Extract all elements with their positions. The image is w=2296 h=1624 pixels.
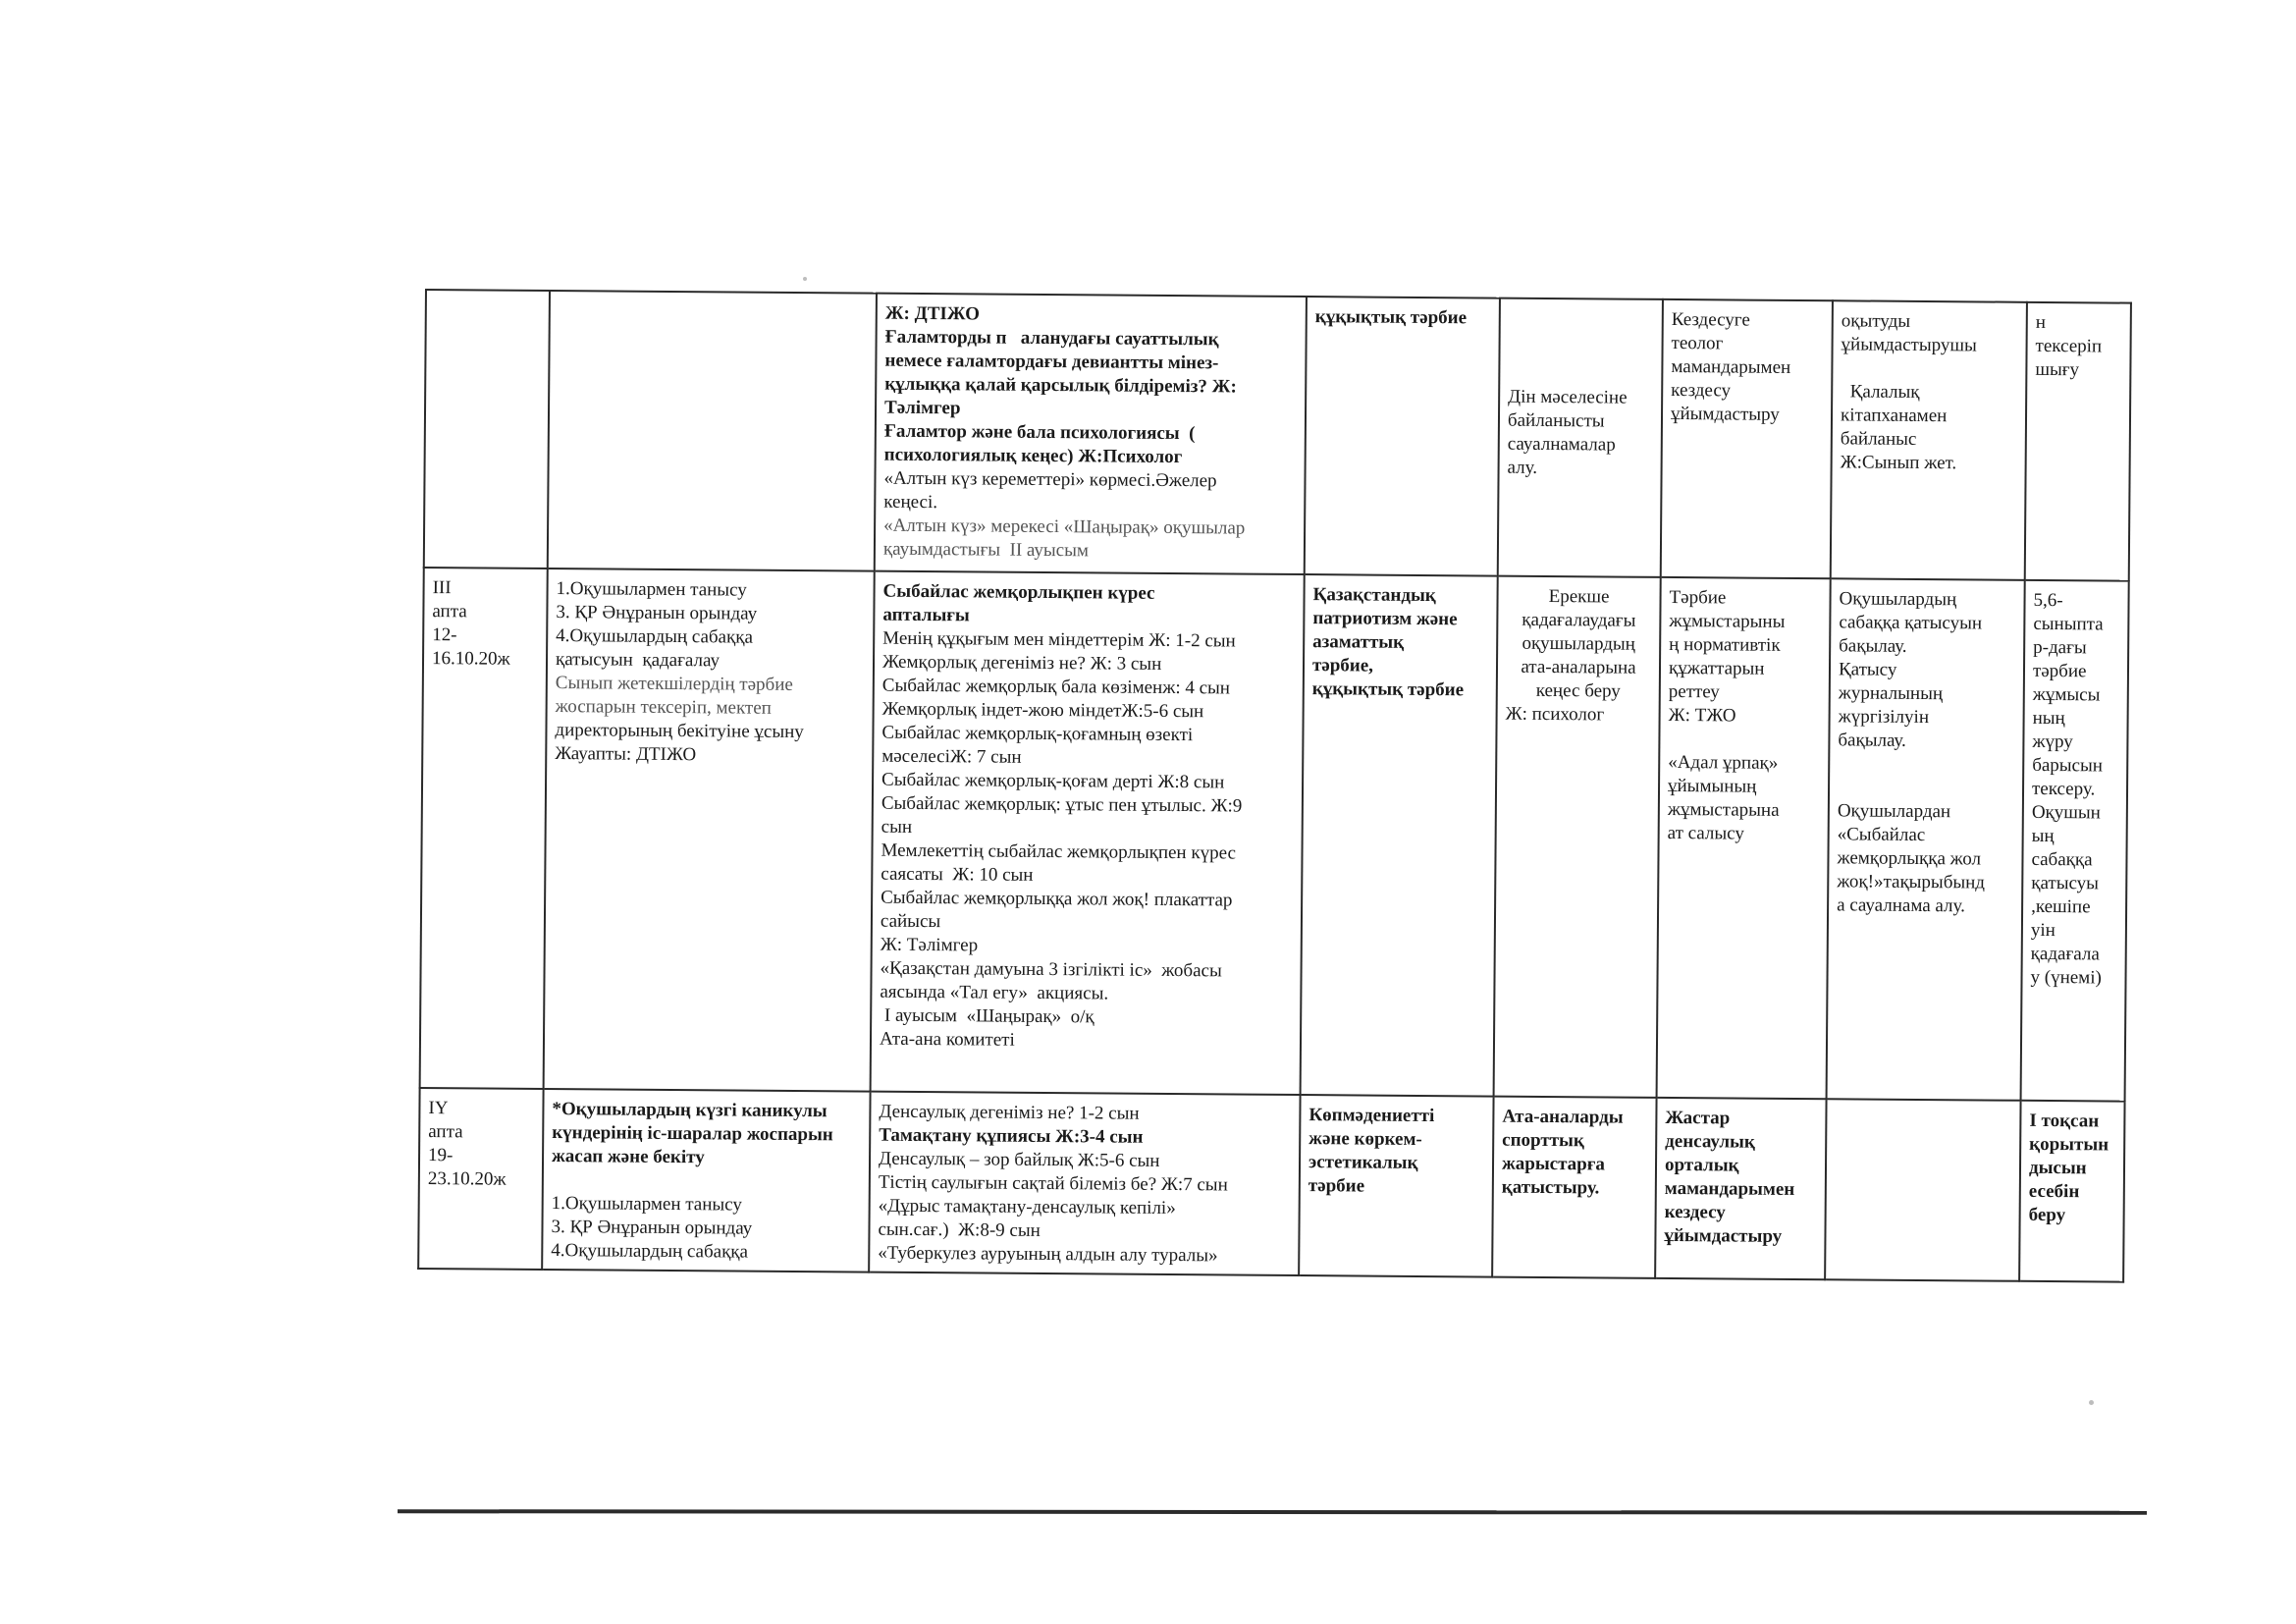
cell-text-line: Ж:Сынып жет. (1840, 452, 1957, 474)
cell-text-line: беру (2028, 1204, 2066, 1226)
direction-cell (1301, 574, 1498, 1097)
cell-text-line: 3. ҚР Әнұранын орындау (551, 1217, 753, 1239)
cell-text-line: тексеру. (2031, 778, 2096, 800)
cell-text-line: шығу (2035, 358, 2080, 381)
control-cell (1825, 1099, 2020, 1281)
cell-text-line: алу. (1507, 457, 1538, 478)
cell-text-line: Денсаулық – зор байлық Ж:5-6 сын (878, 1148, 1160, 1171)
cell-text-line: Денсаулық дегеніміз не? 1-2 сын (879, 1101, 1140, 1124)
cell-text-line: жемқорлыққа жол (1837, 847, 1982, 870)
cell-text-line: құжаттарын (1668, 657, 1765, 679)
cell-text-line: Жемқорлық індет-жою міндетЖ:5-6 сын (881, 698, 1204, 723)
cell-text-line: Қатысу (1838, 659, 1897, 680)
cell-text-line: психологиялық кеңес) Ж:Психолог (883, 444, 1183, 468)
cell-text-line: аясында «Тал егу» акциясы. (880, 981, 1109, 1004)
cell-text-line: жоспарын тексеріп, мектеп (555, 696, 772, 719)
cell-text-line: денсаулық (1665, 1130, 1755, 1153)
cell-text-line: жүру (2032, 731, 2073, 753)
cell-text-line: сын.сағ.) Ж:8-9 сын (878, 1218, 1041, 1241)
cell-text-line: 19- (427, 1145, 454, 1166)
cell-text-line: Ж: ДТІЖО (884, 302, 981, 325)
cell-text-line: Сыбайлас жемқорлық-қоғамның өзекті (881, 722, 1194, 746)
events-cell (875, 294, 1307, 574)
cell-text-line: Ғаламтор және бала психологиясы ( (883, 420, 1196, 445)
cell-text-line: құлыққа қалай қарсылық білдіреміз? Ж: (884, 373, 1237, 398)
cell-text-line: сыныпта (2033, 613, 2104, 635)
cell-text-line: қатысуы (2031, 872, 2100, 894)
events-cell (869, 1092, 1300, 1275)
cell-text-line: апта (428, 1121, 463, 1143)
cell-text-line: кездесу (1664, 1201, 1726, 1223)
cell-text-line: Оқушылардың (1839, 588, 1957, 611)
cell-text-line: реттеу (1668, 680, 1720, 703)
cell-text-line: «Дұрыс тамақтану-денсаулық кепілі» (878, 1195, 1176, 1219)
parents-cell (1494, 576, 1661, 1098)
table-row (418, 1088, 2124, 1282)
cell-text-line: апта (432, 601, 467, 623)
cell-text-line: ұйымдастыру (1664, 1224, 1783, 1247)
cell-text-line: сын (881, 816, 913, 838)
scan-edge-line (398, 1509, 2147, 1515)
cell-text-line: Тістің саулығын сақтай білеміз бе? Ж:7 сын (878, 1171, 1228, 1196)
inspect-cell (2019, 1101, 2124, 1282)
cell-text-line: тәрбие, (1311, 655, 1374, 677)
cell-text-line: тәрбие (1308, 1175, 1365, 1197)
cell-text-line: бақылау. (1838, 730, 1906, 751)
table-row (424, 290, 2131, 581)
cell-text-line: сабаққа (2031, 848, 2093, 871)
cell-text-line: спорттық (1502, 1129, 1584, 1152)
cell-text-line: у (үнемі) (2030, 966, 2102, 989)
cell-text-line: ұйымдастыру (1670, 403, 1780, 425)
cell-text-line: 16.10.20ж (431, 648, 510, 670)
cell-text-line: кездесу (1671, 379, 1732, 402)
cell-text-line: 1.Оқушылармен танысу (551, 1193, 742, 1216)
cell-text-line: Қазақстандық (1312, 584, 1436, 607)
cell-text-line: эстетикалық (1308, 1152, 1418, 1173)
cell-text-line: азаматтық (1312, 631, 1405, 653)
cell-text-line: 23.10.20ж (427, 1168, 507, 1190)
tasks-cell (548, 291, 877, 571)
cell-text-line: Жауапты: ДТІЖО (555, 743, 697, 766)
partners-cell (1655, 1098, 1826, 1279)
cell-text-line: «Алтын күз кереметтері» көрмесі.Әжелер (883, 467, 1217, 492)
cell-text-line: жүргізілуін (1838, 706, 1930, 729)
cell-text-line: «Қазақстан дамуына 3 ізгілікті іс» жобасы (880, 957, 1222, 982)
cell-text-line: журналының (1838, 682, 1944, 705)
cell-text-line: р-дағы (2033, 636, 2087, 659)
parents-cell (1498, 298, 1663, 577)
cell-text-line: байланыс (1840, 428, 1917, 450)
cell-text-line: 5,6- (2033, 589, 2063, 612)
cell-text-line: саясаты Ж: 10 сын (881, 863, 1034, 886)
cell-text-line: 1.Оқушылармен танысу (556, 578, 747, 601)
cell-text-line: уін (2030, 919, 2056, 942)
cell-text-line: І ауысым «Шаңырақ» о/қ (880, 1004, 1095, 1028)
cell-text-line: І тоқсан (2029, 1110, 2100, 1132)
cell-text-line: оқушылардың (1522, 632, 1635, 655)
cell-text-line (552, 1168, 861, 1194)
cell-text-line: «Алтын күз» мерекесі «Шаңырақ» оқушылар (883, 514, 1246, 539)
partners-cell (1657, 577, 1831, 1099)
cell-text-line: Ата-аналарды (1502, 1106, 1624, 1128)
cell-text-line: ның (2032, 707, 2065, 730)
cell-text-line: ат салысу (1667, 822, 1744, 844)
cell-text-line: бақылау. (1839, 635, 1907, 657)
cell-text-line: «Сыбайлас (1837, 824, 1926, 846)
cell-text-line: Ж: психолог (1505, 703, 1605, 726)
cell-text-line: Оқушылардан (1837, 800, 1951, 823)
cell-text-line: н (2035, 311, 2047, 333)
cell-text-line: 4.Оқушылардың сабаққа (556, 625, 754, 648)
cell-text-line: қадағалаудағы (1522, 609, 1636, 631)
cell-text-line: кеңесі. (883, 491, 938, 514)
cell-text-line: байланысты (1507, 409, 1605, 432)
cell-text-line: жоқ!»тақырыбынд (1837, 871, 1986, 893)
cell-text-line: барысын (2032, 754, 2104, 777)
cell-text-line: оқытуды (1841, 310, 1911, 332)
cell-text-line: Ж: ТЖО (1668, 704, 1736, 727)
cell-text-line: сауалнамалар (1507, 433, 1616, 456)
week-cell (424, 290, 550, 568)
cell-text-line: Менің құқығым мен міндеттерім Ж: 1-2 сын (882, 627, 1236, 652)
partners-cell (1661, 299, 1833, 578)
cell-text-line: қадағала (2030, 943, 2100, 965)
cell-text-line: құқықтық тәрбие (1314, 306, 1468, 329)
cell-text-line: қорытын (2029, 1133, 2109, 1156)
cell-text-line: Ғаламторды п аланудағы сауаттылық (884, 326, 1219, 351)
cell-text-line: жұмыстарыны (1669, 610, 1786, 632)
cell-text-line: немесе ғаламтордағы девиантты мінез- (884, 350, 1219, 374)
control-cell (1831, 300, 2027, 580)
cell-text-line: сабаққа қатысуын (1839, 612, 1983, 634)
work-plan-table (417, 289, 2132, 1283)
scanned-sheet (417, 289, 2130, 1283)
cell-text-line: Мемлекеттің сыбайлас жемқорлықпен күрес (881, 839, 1237, 864)
cell-text-line: Ерекше (1548, 586, 1610, 608)
direction-cell (1299, 1095, 1493, 1277)
events-cell (871, 571, 1305, 1095)
cell-text-line: құқықтық тәрбие (1311, 678, 1465, 701)
cell-text-line: Сыбайлас жемқорлық: ұтыс пен ұтылыс. Ж:9 (881, 792, 1243, 817)
inspect-cell (2021, 580, 2129, 1102)
cell-text-line: және көркем- (1308, 1128, 1422, 1151)
table-row (420, 568, 2129, 1102)
control-cell (1827, 578, 2025, 1101)
parents-cell (1492, 1097, 1656, 1278)
cell-text-line: Жемқорлық дегеніміз не? Ж: 3 сын (881, 651, 1162, 675)
cell-text-line: ұйымдастырушы (1841, 334, 1977, 356)
cell-text-line: тексеріп (2035, 335, 2103, 357)
cell-text-line: апталығы (882, 604, 970, 626)
cell-text-line: тәрбие (2032, 660, 2087, 682)
cell-text-line: жұмыстарына (1667, 798, 1780, 821)
cell-text-line: мамандарымен (1671, 355, 1791, 378)
cell-text-line: Сынып жетекшілердің тәрбие (555, 673, 793, 695)
cell-text-line: мамандарымен (1664, 1177, 1795, 1200)
cell-text-line: Ж: Тәлімгер (880, 934, 979, 956)
cell-text-line: сайысы (880, 910, 941, 933)
inspect-cell (2025, 302, 2131, 581)
cell-text-line: патриотизм және (1312, 608, 1458, 630)
cell-text-line: Ата-ана комитеті (879, 1028, 1015, 1051)
cell-text-line: мәселесіЖ: 7 сын (881, 745, 1022, 768)
cell-text-line: жұмысы (2032, 683, 2101, 706)
cell-text-line (1838, 752, 2014, 777)
tasks-cell (544, 568, 875, 1092)
direction-cell (1305, 297, 1500, 576)
cell-text-line (1668, 728, 1820, 752)
cell-text-line: жасап және бекіту (551, 1146, 705, 1168)
tasks-cell (542, 1089, 870, 1272)
cell-text-line: ың (2031, 825, 2055, 847)
cell-text-line: кеңес беру (1535, 679, 1621, 702)
cell-text-line (1841, 356, 2017, 381)
cell-text-line (1838, 776, 2014, 800)
cell-text-line: «Туберкулез ауруының алдын алу туралы» (878, 1242, 1218, 1267)
cell-text-line: Дін мәселесіне (1508, 386, 1628, 408)
scan-speck (2089, 1400, 2094, 1405)
cell-text-line: Тәлімгер (883, 397, 961, 419)
week-cell (420, 568, 548, 1089)
cell-text-line: ,кешіпе (2031, 895, 2091, 918)
cell-text-line: орталық (1664, 1154, 1739, 1176)
cell-text-line: ата-аналарына (1521, 656, 1636, 678)
cell-text-line: кітапханамен (1840, 405, 1948, 427)
cell-text-line: Тәрбие (1669, 586, 1727, 609)
cell-text-line: есебін (2028, 1180, 2080, 1203)
cell-text-line: 3. ҚР Әнұранын орындау (556, 602, 758, 624)
cell-text-line: қатысуын қадағалау (555, 649, 721, 672)
cell-text-line: жарыстарға (1501, 1153, 1605, 1175)
cell-text-line: ІІІ (432, 577, 452, 599)
cell-text-line: дысын (2028, 1157, 2087, 1179)
cell-text-line: а сауалнама алу. (1837, 894, 1965, 917)
cell-text-line: қатыстыру. (1501, 1176, 1600, 1199)
cell-text-line: 4.Оқушылардың сабаққа (551, 1240, 749, 1263)
week-cell (418, 1088, 543, 1270)
cell-text-line: Сыбайлас жемқорлыққа жол жоқ! плакаттар (881, 887, 1233, 911)
cell-text-line: *Оқушылардың күзгі каникулы (552, 1099, 828, 1122)
cell-text-line: Тамақтану құпиясы Ж:3-4 сын (879, 1124, 1144, 1148)
cell-text-line: Сыбайлас жемқорлық бала көзіменж: 4 сын (881, 675, 1231, 699)
cell-text-line: Көпмәдениетті (1308, 1105, 1435, 1127)
cell-text-line: Оқушын (2031, 801, 2101, 824)
cell-text-line: теолог (1671, 332, 1724, 354)
cell-text-line: Кездесуге (1671, 308, 1750, 331)
cell-text-line: ІҮ (428, 1098, 449, 1119)
cell-text-line: ң нормативтік (1669, 633, 1781, 656)
cell-text-line: ұйымының (1667, 775, 1757, 797)
cell-text-line: Қалалық (1841, 381, 1920, 403)
cell-text-line: Сыбайлас жемқорлық-қоғам дерті Ж:8 сын (881, 769, 1225, 793)
scan-speck (803, 277, 807, 281)
cell-text-line: Сыбайлас жемқорлықпен күрес (882, 580, 1155, 604)
cell-text-line: директорының бекітуіне ұсыну (555, 720, 804, 743)
cell-text-line: 12- (432, 624, 457, 646)
cell-text-line: «Адал ұрпақ» (1668, 751, 1779, 774)
cell-text-line: қауымдастығы ІІ ауысым (882, 538, 1090, 562)
cell-text-line: күндерінің іс-шаралар жоспарын (552, 1122, 833, 1146)
cell-text-line: Жастар (1665, 1107, 1731, 1129)
